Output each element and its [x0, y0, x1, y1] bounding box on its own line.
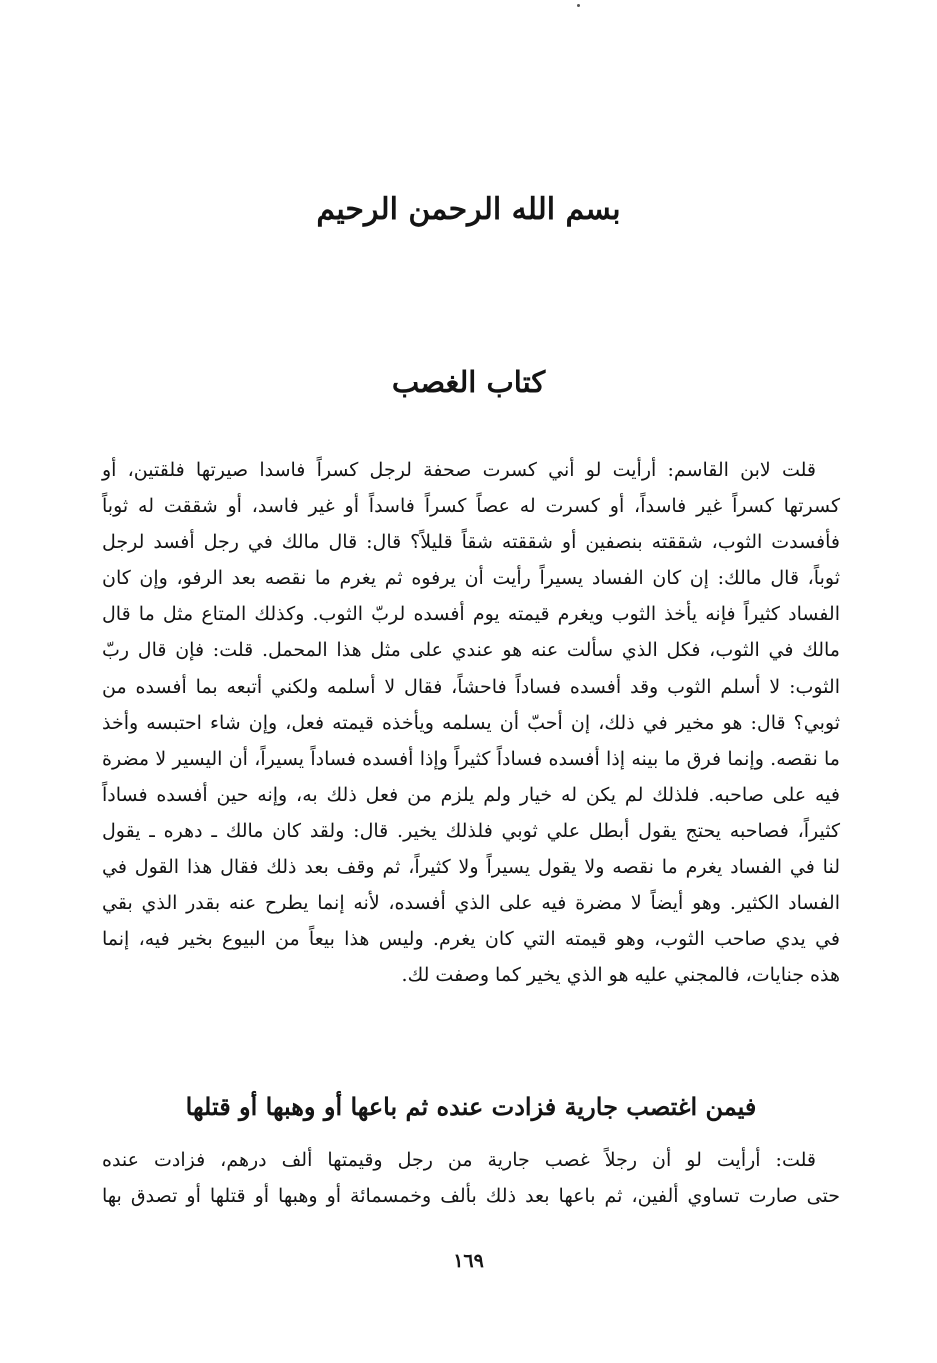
- text-line: فأفسدت الثوب، شققته بنصفين أو شققته شقاً قليلاً؟ قال: قال مالك في رجل أفسد لرجل: [102, 531, 840, 554]
- main-paragraph: [102, 452, 840, 993]
- text-line: الثوب: لا أسلم الثوب وقد أفسده فساداً فاحشاً، فقال لا أسلمه ولكني أتبعه بما أفسده من: [102, 675, 840, 698]
- text-line: الفساد كثيراً فإنه يأخذ الثوب ويغرم قيمته يوم أفسده لربّ الثوب. وكذلك المتاع مثل ما قال: [102, 603, 840, 626]
- text-line: مالك في الثوب، فكل الذي سألت عنه هو عندي على مثل هذا المحمل. قلت: فإن قال ربّ: [102, 639, 840, 662]
- text-line: في يدي صاحب الثوب، وهو قيمته التي كان يغرم. وليس هذا بيعاً من البيوع بخير فيه، إنما: [102, 928, 840, 951]
- book-title: كتاب الغصب: [391, 365, 546, 399]
- text-line: حتى صارت تساوي ألفين، ثم باعها بعد ذلك بألف وخمسمائة أو وهبها أو قتلها أو تصدق بها: [102, 1185, 840, 1208]
- text-line: ثوبي؟ قال: هو مخير في ذلك، إن أحبّ أن يسلمه ويأخذه قيمته فعل، وإن شاء احتبسه وأخذ: [102, 711, 840, 734]
- text-line: كسرتها كسراً غير فاسداً، أو كسرت له عصاً كسراً فاسداً أو غير فاسد، أو شققت له ثوباً: [102, 495, 840, 518]
- section-heading: فيمن اغتصب جارية فزادت عنده ثم باعها أو وهبها أو قتلها: [185, 1092, 757, 1121]
- text-line: كثيراً، فصاحبه يحتج يقول أبطل علي ثوبي فلذلك يخير. قال: ولقد كان مالك ـ دهره ـ يقول: [102, 819, 840, 842]
- text-line: قلت لابن القاسم: أرأيت لو أني كسرت صحفة لرجل كسراً فاسدا صيرتها فلقتين، أو: [102, 459, 816, 481]
- page-number: ١٦٩: [453, 1250, 484, 1272]
- text-line: الفساد الكثير. وهو أيضاً لا مضرة فيه على الذي أفسده، لأنه إنما يطرح عنه بقدر الذي بقي: [102, 892, 840, 915]
- scan-speck: [577, 4, 580, 7]
- basmala-heading: بسم الله الرحمن الرحيم: [316, 192, 621, 227]
- text-line: هذه جنايات، فالمجني عليه هو الذي يخير كما وصفت لك.: [401, 964, 840, 987]
- text-line: ما نقصه. وإنما فرق ما بينه إذا أفسده فساداً كثيراً وإذا أفسده فساداً يسيراً، أن اليسير لا مضرة: [102, 747, 840, 770]
- text-line: فيه على صاحبه. فلذلك لم يكن له خيار ولم يلزم من فعل ذلك به، وإنه حين أفسده فساداً: [102, 783, 840, 806]
- section-paragraph: [102, 1142, 840, 1214]
- text-line: لنا في الفساد يغرم ما نقصه ولا يقول يسيراً ولا كثيراً، ثم وقف بعد ذلك فقال هذا القول في: [102, 856, 840, 879]
- text-line: قلت: أرأيت لو أن رجلاً غصب جارية من رجل وقيمتها ألف درهم، فزادت عنده: [102, 1149, 816, 1171]
- text-line: ثوباً، قال مالك: إن كان الفساد يسيراً رأيت أن يرفوه ثم يغرم ما نقصه بعد الرفو، وإن كان: [102, 567, 840, 590]
